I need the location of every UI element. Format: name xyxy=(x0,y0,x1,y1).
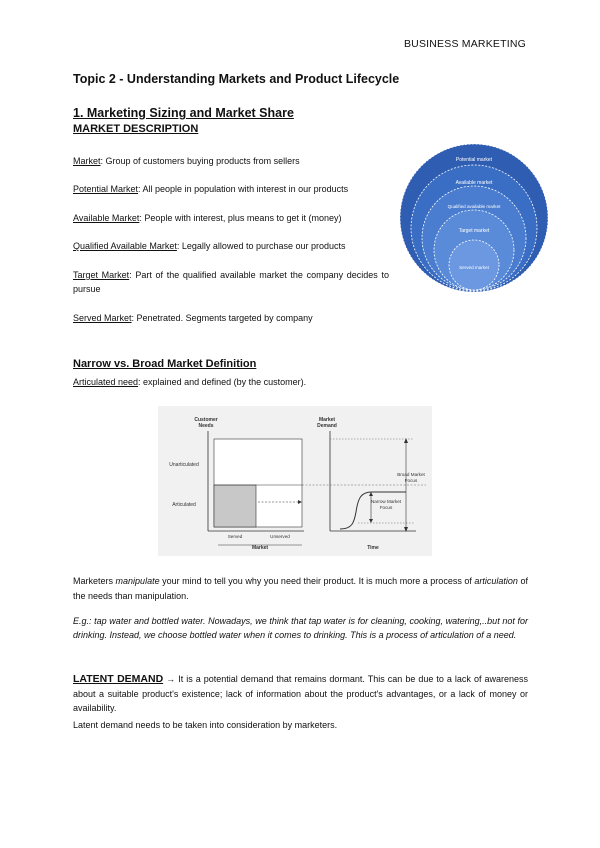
label-broad-2: Focus xyxy=(404,478,418,483)
label-broad-1: Broad Market xyxy=(397,472,425,477)
demand-s-curve xyxy=(340,492,406,529)
definition-available-market xyxy=(73,211,389,225)
definition-term: Articulated need xyxy=(73,377,139,387)
definition-text: : Penetrated. Segments targeted by company xyxy=(131,313,313,323)
section-heading-market-sizing: 1. Marketing Sizing and Market Share xyxy=(73,106,294,120)
definition-articulated-need xyxy=(73,375,528,389)
label-qualified-available-market: Qualified available market xyxy=(447,204,501,209)
definition-term: Available Market xyxy=(73,213,140,223)
definition-potential-market xyxy=(73,182,389,196)
label-time: Time xyxy=(367,545,379,551)
label-available-market: Available market xyxy=(455,180,493,186)
definition-term: Qualified Available Market xyxy=(73,241,177,251)
definition-text: : All people in population with interest in our products xyxy=(138,184,349,194)
latent-definition: It is a potential demand that remains dormant. This can be due to a lack of awareness about a suitable product's existence; lack of information about the product's advantages, or a lack of money or availability. xyxy=(73,674,528,713)
definition-text: : Group of customers buying products from sellers xyxy=(100,156,300,166)
definition-qualified-available-market xyxy=(73,239,389,253)
definition-text: : explained and defined (by the customer). xyxy=(138,377,307,387)
definition-term: Potential Market xyxy=(73,184,139,194)
definition-target-market xyxy=(73,268,389,296)
definition-served-market xyxy=(73,311,389,325)
subheading-market-description: MARKET DESCRIPTION xyxy=(73,123,199,135)
left-axis-title-1: Customer xyxy=(194,417,218,423)
market-definition-diagram xyxy=(158,406,432,556)
left-axis-title-2: Needs xyxy=(198,423,214,429)
right-axis-title-2: Demand xyxy=(317,423,337,429)
term-latent-demand: LATENT DEMAND xyxy=(73,673,164,685)
label-narrow-2: Focus xyxy=(379,505,393,510)
definition-term: Target Market xyxy=(73,270,130,280)
arrow-symbol: → xyxy=(163,674,179,684)
definition-market xyxy=(73,154,389,168)
label-unserved: Unserved xyxy=(270,534,290,539)
label-potential-market: Potential market xyxy=(455,157,493,163)
text-segment: of the needs than manipulation. xyxy=(73,576,528,601)
emphasis-manipulate: manipulate xyxy=(115,576,160,586)
paragraph-manipulation xyxy=(73,574,528,604)
emphasis-articulation: articulation xyxy=(474,576,518,586)
definition-term: Served Market xyxy=(73,313,132,323)
served-box xyxy=(214,485,256,527)
paragraph-latent-demand xyxy=(73,672,528,716)
label-target-market: Target market xyxy=(458,228,490,234)
section-heading-narrow-vs-broad: Narrow vs. Broad Market Definition xyxy=(73,358,257,370)
page-header: BUSINESS MARKETING xyxy=(403,38,526,50)
label-served: Served xyxy=(227,534,243,539)
label-served-market: Served market xyxy=(459,265,489,270)
label-market: Market xyxy=(251,545,269,551)
broad-arrow-head-top xyxy=(404,438,408,443)
text-segment: your mind to tell you why you need their product. It is much more a process of xyxy=(159,576,475,586)
right-axis-title-1: Market xyxy=(318,417,336,423)
label-narrow-1: Narrow Market xyxy=(370,499,402,504)
text-segment: Marketers xyxy=(73,576,116,586)
definition-text: : Part of the qualified available market the company decides to pursue xyxy=(73,270,389,294)
narrow-arrow-head-bottom xyxy=(369,519,373,523)
definition-text: : Legally allowed to purchase our products xyxy=(176,241,346,251)
document-title: Topic 2 - Understanding Markets and Product Lifecycle xyxy=(73,72,400,86)
market-circles-diagram xyxy=(399,143,549,293)
paragraph-example: E.g.: tap water and bottled water. Nowadays, we think that tap water is for cleaning, cooking, watering,..but not for drinking. Instead, we choose bottled water when it comes to drinking. This is a process of articulation of a need. xyxy=(73,616,528,640)
definition-term: Market xyxy=(73,156,101,166)
definition-text: : People with interest, plus means to get it (money) xyxy=(139,213,342,223)
label-articulated: Articulated xyxy=(172,502,196,508)
label-unarticulated: Unarticulated xyxy=(169,462,199,468)
paragraph-latent-note: Latent demand needs to be taken into consideration by marketers. xyxy=(73,720,338,730)
